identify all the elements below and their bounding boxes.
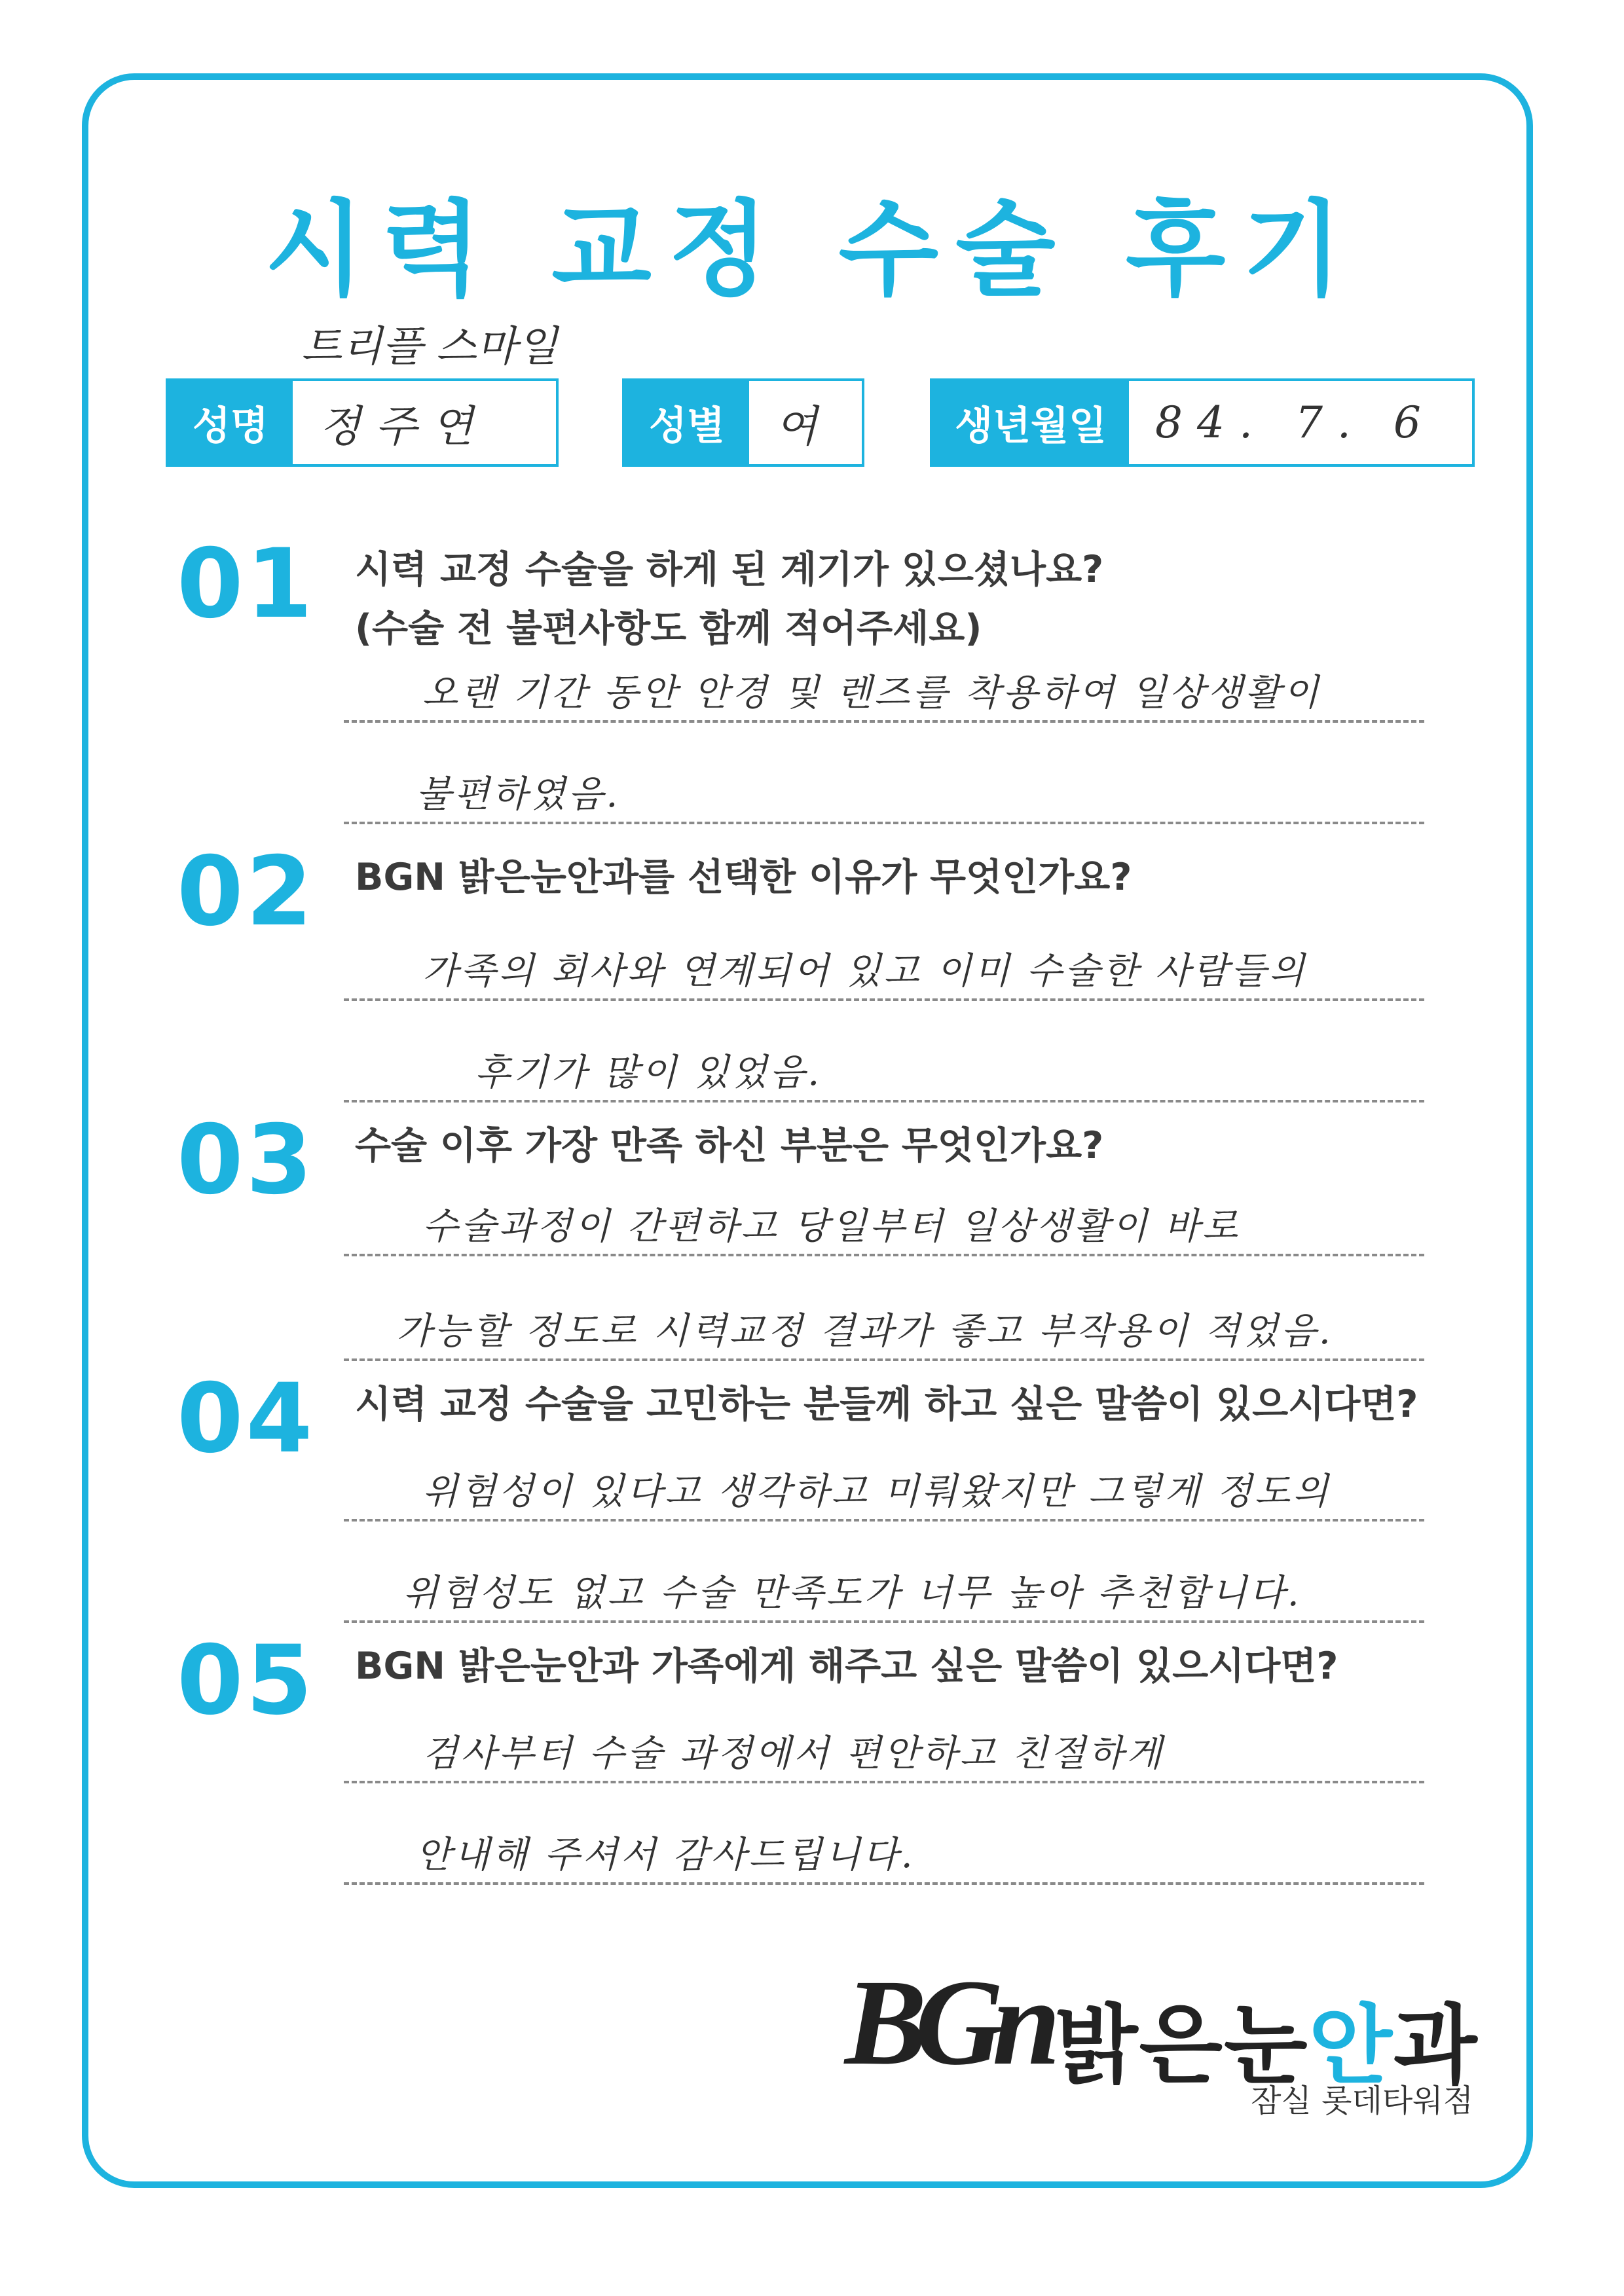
- question-text-line1: 시력 교정 수술을 하게 된 계기가 있으셨나요?: [355, 548, 1104, 591]
- answer-text: 불편하였음.: [416, 773, 621, 816]
- question-text: 시력 교정 수술을 고민하는 분들께 하고 싶은 말씀이 있으시다면?: [355, 1383, 1418, 1426]
- answer-text: 검사부터 수술 과정에서 편안하고 친절하게: [422, 1732, 1164, 1775]
- answer-line: [344, 1310, 1424, 1361]
- answer-line: [344, 1051, 1424, 1102]
- sex-label: 성별: [625, 381, 749, 464]
- answer-text: 위험성도 없고 수술 만족도가 너무 높아 추천합니다.: [403, 1572, 1302, 1614]
- question-number: 03: [177, 1104, 316, 1216]
- answer-line: [344, 1572, 1424, 1623]
- sex-value: 여: [775, 401, 832, 452]
- birthdate-label: 생년월일: [932, 381, 1129, 464]
- name-value: 정주연: [319, 401, 488, 452]
- birthdate-field: [930, 378, 1475, 467]
- answer-text: 오랜 기간 동안 안경 및 렌즈를 착용하여 일상생활이: [422, 672, 1321, 714]
- name-label: 성명: [168, 381, 293, 464]
- clinic-logo: [845, 1951, 1486, 2119]
- answer-line: [344, 1836, 1424, 1885]
- answer-line: [344, 674, 1424, 723]
- answer-line: [344, 1470, 1424, 1522]
- answer-text: 안내해 주셔서 감사드립니다.: [416, 1834, 915, 1876]
- clinic-name-highlight: 안: [1308, 1995, 1394, 2096]
- name-field: [166, 378, 559, 467]
- question-number: 04: [177, 1363, 316, 1474]
- sex-field: [622, 378, 864, 467]
- answer-text: 가능할 정도로 시력교정 결과가 좋고 부작용이 적었음.: [396, 1310, 1333, 1353]
- question-text: BGN 밝은눈안과 가족에게 해주고 싶은 말씀이 있으시다면?: [355, 1645, 1338, 1688]
- answer-text: 가족의 회사와 연계되어 있고 이미 수술한 사람들의: [422, 950, 1307, 993]
- question-text: BGN 밝은눈안과를 선택한 이유가 무엇인가요?: [355, 856, 1132, 899]
- clinic-name-part3: 과: [1393, 1995, 1479, 2096]
- question-number: 02: [177, 836, 316, 947]
- answer-line: [344, 1205, 1424, 1256]
- branch-name: 잠실 롯데타워점: [1251, 2083, 1473, 2119]
- answer-line: [344, 1732, 1424, 1783]
- question-number: 01: [177, 528, 316, 640]
- answer-text: 후기가 많이 있었음.: [475, 1051, 822, 1094]
- page-title: 시력 교정 수술 후기: [264, 190, 1360, 310]
- answer-line: [344, 950, 1424, 1001]
- question-number: 05: [177, 1625, 316, 1736]
- nickname-handwritten: 트리플 스마일: [301, 323, 558, 371]
- birthdate-value: 84. 7. 6: [1155, 397, 1435, 448]
- answer-text: 수술과정이 간편하고 당일부터 일상생활이 바로: [422, 1205, 1241, 1248]
- question-text: [355, 540, 1103, 658]
- bgn-logo-mark: BGn: [845, 1954, 1049, 2090]
- question-text-line2: (수술 전 불편사항도 함께 적어주세요): [355, 607, 982, 650]
- answer-line: [344, 773, 1424, 824]
- question-text: 수술 이후 가장 만족 하신 부분은 무엇인가요?: [355, 1124, 1104, 1167]
- clinic-name-part1: 밝은눈: [1054, 1995, 1309, 2096]
- answer-text: 위험성이 있다고 생각하고 미뤄왔지만 그렇게 정도의: [422, 1470, 1331, 1513]
